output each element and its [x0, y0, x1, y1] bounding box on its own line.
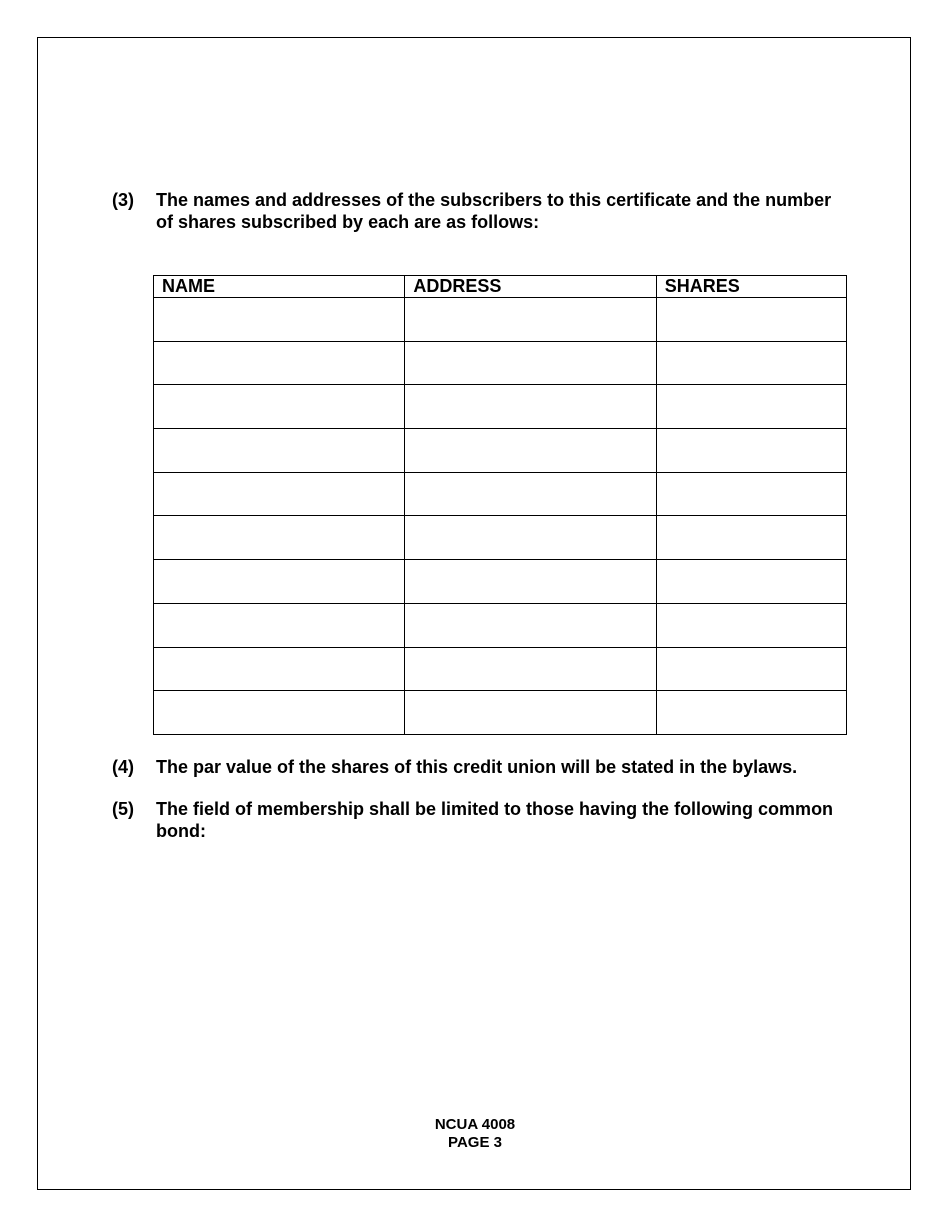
table-row — [154, 341, 847, 385]
cell-name[interactable] — [154, 603, 405, 647]
table-row — [154, 385, 847, 429]
cell-address[interactable] — [405, 298, 656, 342]
cell-name[interactable] — [154, 341, 405, 385]
section-5-number: (5) — [112, 799, 134, 819]
cell-address[interactable] — [405, 429, 656, 473]
cell-address[interactable] — [405, 647, 656, 691]
section-3-text: The names and addresses of the subscribers to this certificate and the number of shares subscribed by each are as follows: — [156, 190, 832, 232]
table-row — [154, 472, 847, 516]
section-5 — [112, 798, 842, 842]
cell-shares[interactable] — [656, 560, 846, 604]
cell-address[interactable] — [405, 472, 656, 516]
cell-shares[interactable] — [656, 298, 846, 342]
cell-address[interactable] — [405, 341, 656, 385]
form-number: NCUA 4008 — [434, 1116, 516, 1133]
cell-address[interactable] — [405, 385, 656, 429]
cell-name[interactable] — [154, 385, 405, 429]
cell-shares[interactable] — [656, 472, 846, 516]
section-4 — [112, 756, 842, 778]
cell-address[interactable] — [405, 691, 656, 735]
header-shares: SHARES — [656, 276, 846, 298]
header-address: ADDRESS — [405, 276, 656, 298]
section-3 — [112, 189, 842, 233]
table-row — [154, 429, 847, 473]
cell-shares[interactable] — [656, 691, 846, 735]
cell-shares[interactable] — [656, 647, 846, 691]
table-row — [154, 691, 847, 735]
cell-shares[interactable] — [656, 341, 846, 385]
section-4-number: (4) — [112, 757, 134, 777]
cell-shares[interactable] — [656, 516, 846, 560]
cell-name[interactable] — [154, 516, 405, 560]
cell-name[interactable] — [154, 472, 405, 516]
cell-shares[interactable] — [656, 385, 846, 429]
cell-shares[interactable] — [656, 603, 846, 647]
cell-name[interactable] — [154, 298, 405, 342]
cell-shares[interactable] — [656, 429, 846, 473]
cell-address[interactable] — [405, 560, 656, 604]
table-row — [154, 298, 847, 342]
table-row — [154, 560, 847, 604]
table-row — [154, 647, 847, 691]
subscribers-table — [153, 275, 847, 735]
page-number: PAGE 3 — [448, 1134, 502, 1151]
table-row — [154, 516, 847, 560]
cell-name[interactable] — [154, 691, 405, 735]
cell-address[interactable] — [405, 516, 656, 560]
cell-name[interactable] — [154, 647, 405, 691]
section-3-number: (3) — [112, 190, 134, 210]
cell-address[interactable] — [405, 603, 656, 647]
cell-name[interactable] — [154, 560, 405, 604]
cell-name[interactable] — [154, 429, 405, 473]
header-name: NAME — [154, 276, 405, 298]
table-row — [154, 603, 847, 647]
footer — [0, 1116, 950, 1152]
section-5-text: The field of membership shall be limited to those having the following common bond: — [156, 799, 834, 841]
table-header-row — [154, 276, 847, 298]
section-4-text: The par value of the shares of this credit union will be stated in the bylaws. — [156, 757, 798, 777]
